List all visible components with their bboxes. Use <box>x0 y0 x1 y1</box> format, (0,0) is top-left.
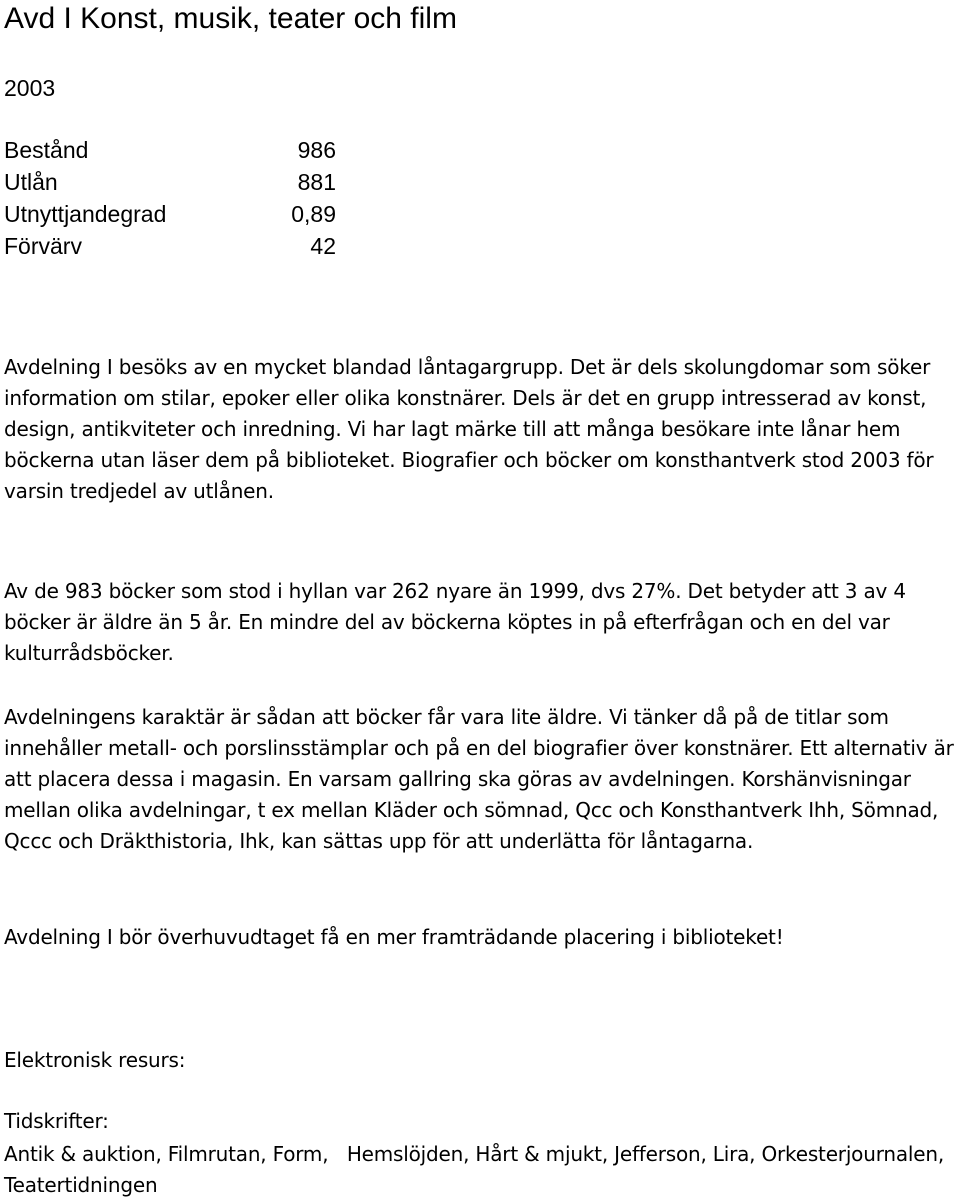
stat-row-utnyttjandegrad <box>4 198 336 230</box>
stat-value: 986 <box>297 137 336 163</box>
periodicals-list: Antik & auktion, Filmrutan, Form, Hemslöjden, Hårt & mjukt, Jefferson, Lira, Orkesterjournalen, Teatertidningen <box>4 1142 951 1197</box>
stat-label: Utlån <box>4 169 58 195</box>
paragraph-borrowers: Avdelning I besöks av en mycket blandad låntagargrupp. Det är dels skolungdomar som söker information om stilar, epoker eller olika konstnärer. Dels är det en grupp intresserad av konst, design, antikviteter och inredning. Vi har lagt märke till att många besökare inte lånar hem böckerna utan läser dem på biblioteket. Biografier och böcker om konsthantverk stod 2003 för varsin tredjedel av utlånen. <box>4 355 934 503</box>
paragraph-character: Avdelningens karaktär är sådan att böcker får vara lite äldre. Vi tänker då på de titlar som innehåller metall- och porslinsstämplar och på en del biografier över konstnärer. Ett alternativ är att placera dessa i magasin. En varsam gallring ska göras av avdelningen. Korshänvisningar mellan olika avdelningar, t ex mellan Kläder och sömnad, Qcc och Konsthantverk Ihh, Sömnad, Qccc och Dräkthistoria, Ihk, kan sättas upp för att underlätta för låntagarna. <box>4 705 954 853</box>
stat-value: 0,89 <box>291 201 336 227</box>
page-title: Avd I Konst, musik, teater och film <box>4 2 457 35</box>
electronic-resource-label: Elektronisk resurs: <box>4 1048 186 1072</box>
periodicals-label: Tidskrifter: <box>4 1109 109 1133</box>
year-label: 2003 <box>4 75 56 101</box>
paragraph-placement: Avdelning I bör överhuvudtaget få en mer framträdande placering i biblioteket! <box>4 925 784 949</box>
stat-value: 881 <box>297 169 336 195</box>
paragraph-book-age: Av de 983 böcker som stod i hyllan var 262 nyare än 1999, dvs 27%. Det betyder att 3 av 4 böcker är äldre än 5 år. En mindre del av böckerna köptes in på efterfrågan och en del var kulturrådsböcker. <box>4 579 906 665</box>
stat-label: Bestånd <box>4 137 89 163</box>
stats-table <box>4 134 336 262</box>
stat-row-bestand <box>4 134 336 166</box>
stat-label: Förvärv <box>4 233 82 259</box>
stat-row-utlan <box>4 166 336 198</box>
stat-row-forvarv <box>4 230 336 262</box>
stat-label: Utnyttjandegrad <box>4 201 167 227</box>
stat-value: 42 <box>310 233 336 259</box>
